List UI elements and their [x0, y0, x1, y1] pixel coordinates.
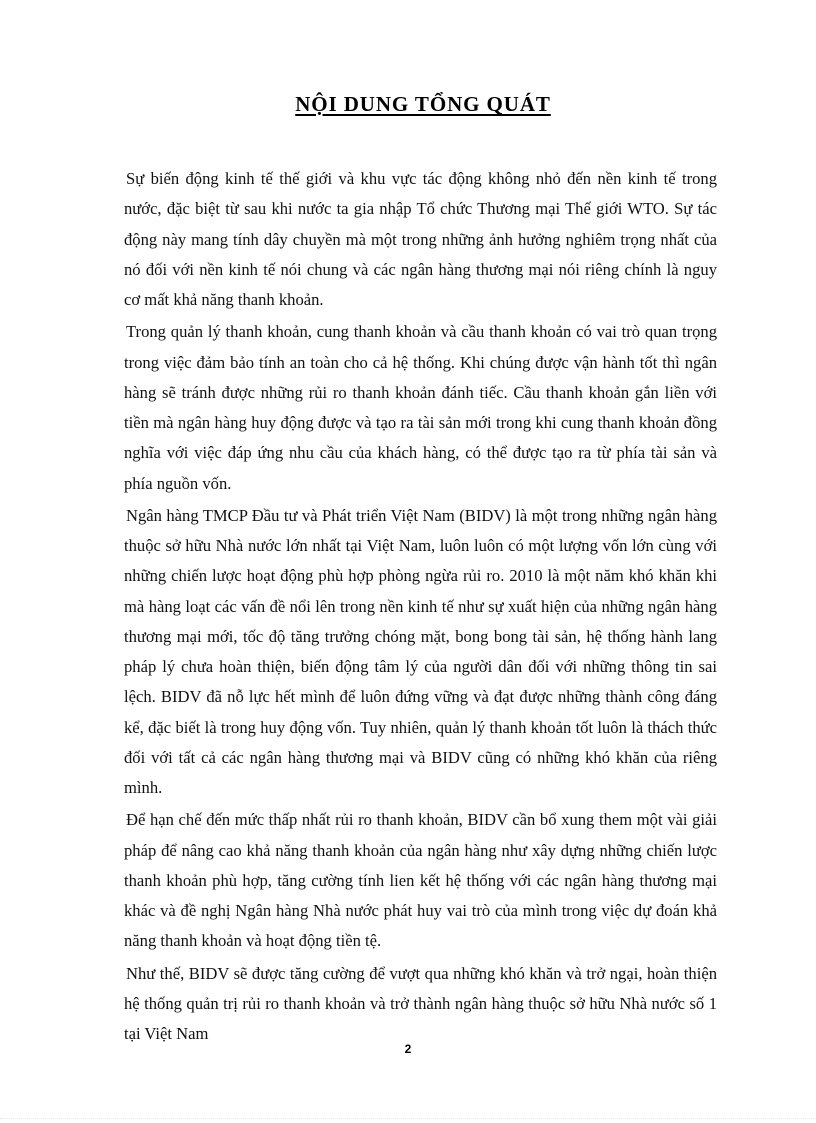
page-edge-divider	[0, 1118, 816, 1119]
paragraph-1: Sự biến động kinh tế thế giới và khu vực tác động không nhỏ đến nền kinh tế trong nước, đặc biệt từ sau khi nước ta gia nhập Tổ chức Thương mại Thế giới WTO. Sự tác động này mang tính dây chuyền mà một trong những ảnh hưởng nghiêm trọng nhất của nó đối với nền kinh tế nói chung và các ngân hàng thương mại nói riêng chính là nguy cơ mất khả năng thanh khoản.	[124, 169, 717, 309]
paragraph-3: Ngân hàng TMCP Đầu tư và Phát triển Việt Nam (BIDV) là một trong những ngân hàng thuộc sở hữu Nhà nước lớn nhất tại Việt Nam, luôn luôn có một lượng vốn lớn cùng với những chiến lược hoạt động phù hợp phòng ngừa rủi ro. 2010 là một năm khó khăn khi mà hàng loạt các vấn đề nổi lên trong nền kinh tế như sự xuất hiện của những ngân hàng thương mại mới, tốc độ tăng trưởng chóng mặt, bong bong tài sản, hệ thống hành lang pháp lý chưa hoàn thiện, biến động tâm lý của người dân đối với những thông tin sai lệch. BIDV đã nỗ lực hết mình để luôn đứng vững và đạt được những thành công đáng kể, đặc biết là trong huy động vốn. Tuy nhiên, quản lý thanh khoản tốt luôn là thách thức đối với tất cả các ngân hàng thương mại và BIDV cũng có những khó khăn của riêng mình.	[124, 505, 717, 797]
document-body	[124, 164, 717, 1051]
page-title	[0, 92, 816, 117]
paragraph-4: Để hạn chế đến mức thấp nhất rủi ro thanh khoản, BIDV cần bổ xung them một vài giải pháp để nâng cao khả năng thanh khoản của ngân hàng như xây dựng những chiến lược thanh khoản phù hợp, tăng cường tính lien kết hệ thống với các ngân hàng thương mại khác và đề nghị Ngân hàng Nhà nước phát huy vai trò của mình trong việc dự đoán khả năng thanh khoản và hoạt động tiền tệ.	[124, 810, 717, 951]
page-number: 2	[404, 1042, 412, 1056]
paragraph-2: Trong quản lý thanh khoản, cung thanh khoản và cầu thanh khoản có vai trò quan trọng trong việc đảm bảo tính an toàn cho cả hệ thống. Khi chúng được vận hành tốt thì ngân hàng sẽ tránh được những rủi ro thanh khoản đánh tiếc. Cầu thanh khoản gắn liền với tiền mà ngân hàng huy động được và tạo ra tài sản mới trong khi cung thanh khoản đồng nghĩa với việc đáp ứng nhu cầu của khách hàng, có thể được tạo ra từ phía tài sản và phía nguồn vốn.	[124, 322, 717, 493]
paragraph-5: Như thế, BIDV sẽ được tăng cường để vượt qua những khó khăn và trở ngại, hoàn thiện hệ thống quản trị rủi ro thanh khoản và trở thành ngân hàng thuộc sở hữu Nhà nước số 1 tại Việt Nam	[124, 963, 717, 1043]
page-title-text: NỘI DUNG TỔNG QUÁT	[295, 92, 551, 116]
